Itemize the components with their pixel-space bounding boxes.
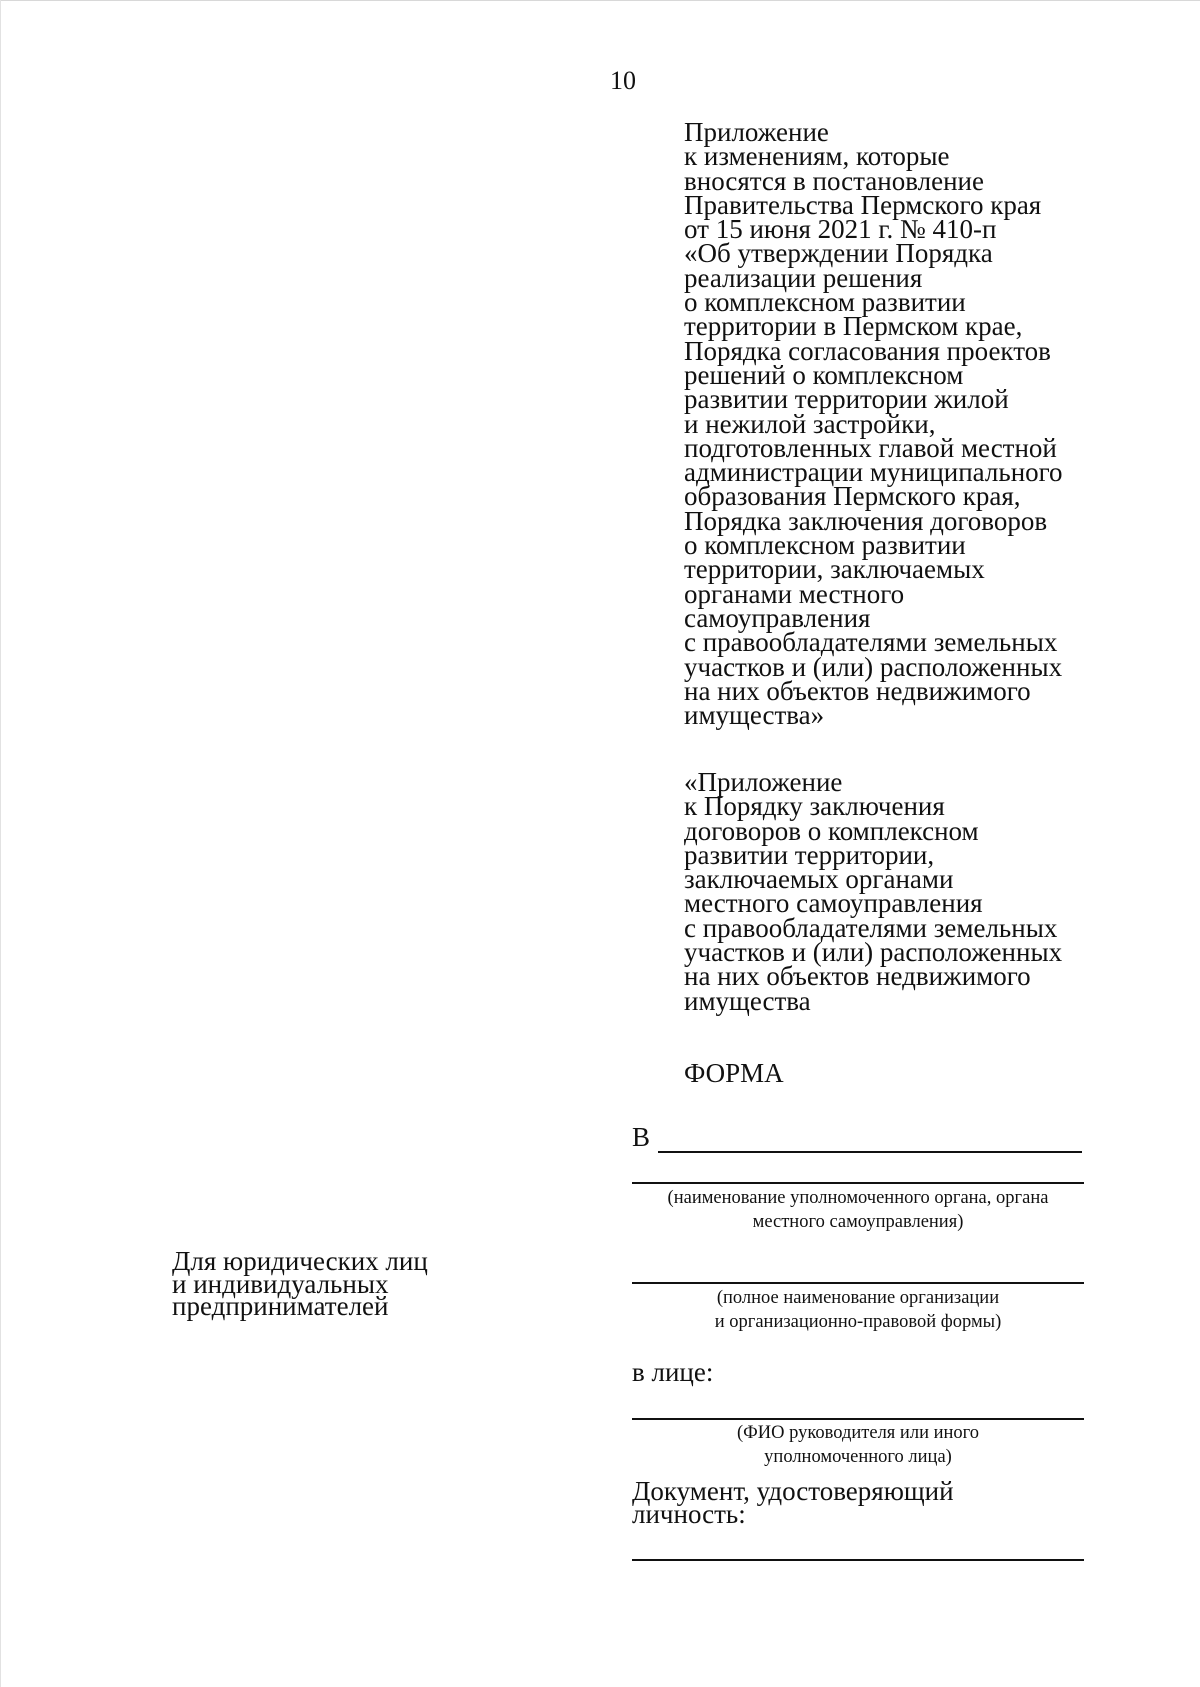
appendix-line: от 15 июня 2021 г. № 410-п <box>684 214 997 245</box>
caption-line: и организационно-правовой формы) <box>714 1312 1002 1332</box>
appendix-line: самоуправления <box>684 602 871 633</box>
appendix-line: с правообладателями земельных <box>684 627 1058 658</box>
organization-blank-line <box>632 1282 1084 1284</box>
organization-caption <box>632 1286 1084 1334</box>
appendix-line: с правообладателями земельных <box>684 912 1058 943</box>
appendix-line: к Порядку заключения <box>684 791 945 822</box>
appendix-line: «Об утверждении Порядка <box>684 238 993 269</box>
caption-line: (наименование уполномоченного органа, органа <box>667 1188 1049 1208</box>
appendix-line: имущества» <box>684 700 825 731</box>
representative-blank-line <box>632 1418 1084 1420</box>
appendix-line: решений о комплексном <box>684 359 964 390</box>
appendix-line: о комплексном развитии <box>684 287 966 318</box>
note-line: и индивидуальных <box>172 1268 389 1299</box>
appendix-line: и нежилой застройки, <box>684 408 936 439</box>
id-document-label <box>632 1476 954 1529</box>
representative-caption <box>632 1421 1084 1469</box>
appendix-line: Правительства Пермского края <box>684 189 1042 220</box>
legal-entities-note <box>172 1246 428 1321</box>
caption-line: (полное наименование организации <box>716 1288 1000 1308</box>
authority-caption <box>632 1186 1084 1234</box>
addressee-blank-line-2 <box>632 1182 1084 1184</box>
appendix-line: заключаемых органами <box>684 864 954 895</box>
appendix-line: органами местного <box>684 578 905 609</box>
caption-line: местного самоуправления) <box>752 1212 964 1232</box>
form-title: ФОРМА <box>684 1058 784 1088</box>
in-person-label: в лице: <box>632 1357 714 1387</box>
appendix-line: «Приложение <box>684 767 843 797</box>
note-line: предпринимателей <box>172 1291 389 1321</box>
appendix-line: местного самоуправления <box>684 888 983 919</box>
appendix-line: имущества <box>684 985 811 1016</box>
appendix-line: развитии территории, <box>684 839 935 870</box>
label-line: личность: <box>632 1498 746 1529</box>
caption-line: уполномоченного лица) <box>764 1447 952 1467</box>
appendix-line: Порядка заключения договоров <box>684 505 1048 536</box>
appendix-line: реализации решения <box>684 262 923 293</box>
id-document-blank-line <box>632 1559 1084 1561</box>
caption-line: (ФИО руководителя или иного <box>736 1423 980 1443</box>
appendix-line: вносятся в постановление <box>684 165 984 196</box>
addressee-blank-line-1 <box>658 1151 1082 1153</box>
appendix-line: на них объектов недвижимого <box>684 961 1031 992</box>
appendix-to-changes-block <box>684 117 1063 731</box>
scan-edge-left <box>0 0 1 1687</box>
appendix-line: участков и (или) расположенных <box>684 937 1063 968</box>
scan-edge-top <box>0 0 1200 1</box>
appendix-line: подготовленных главой местной <box>684 432 1057 463</box>
label-line: Документ, удостоверяющий <box>632 1476 954 1506</box>
appendix-line: на них объектов недвижимого <box>684 675 1031 706</box>
appendix-line: территории, заключаемых <box>684 554 985 585</box>
appendix-line: Порядка согласования проектов <box>684 335 1051 366</box>
appendix-to-procedure-block <box>684 767 1063 1016</box>
addressee-prefix: В <box>632 1122 651 1152</box>
appendix-line: образования Пермского края, <box>684 481 1021 512</box>
appendix-line: договоров о комплексном <box>684 815 979 846</box>
appendix-line: развитии территории жилой <box>684 384 1009 415</box>
appendix-line: Приложение <box>684 117 829 147</box>
appendix-line: администрации муниципального <box>684 457 1063 488</box>
note-line: Для юридических лиц <box>172 1246 428 1276</box>
page-number: 10 <box>610 66 636 95</box>
appendix-line: территории в Пермском крае, <box>684 311 1023 342</box>
appendix-line: к изменениям, которые <box>684 141 950 172</box>
appendix-line: о комплексном развитии <box>684 530 966 561</box>
appendix-line: участков и (или) расположенных <box>684 651 1063 682</box>
